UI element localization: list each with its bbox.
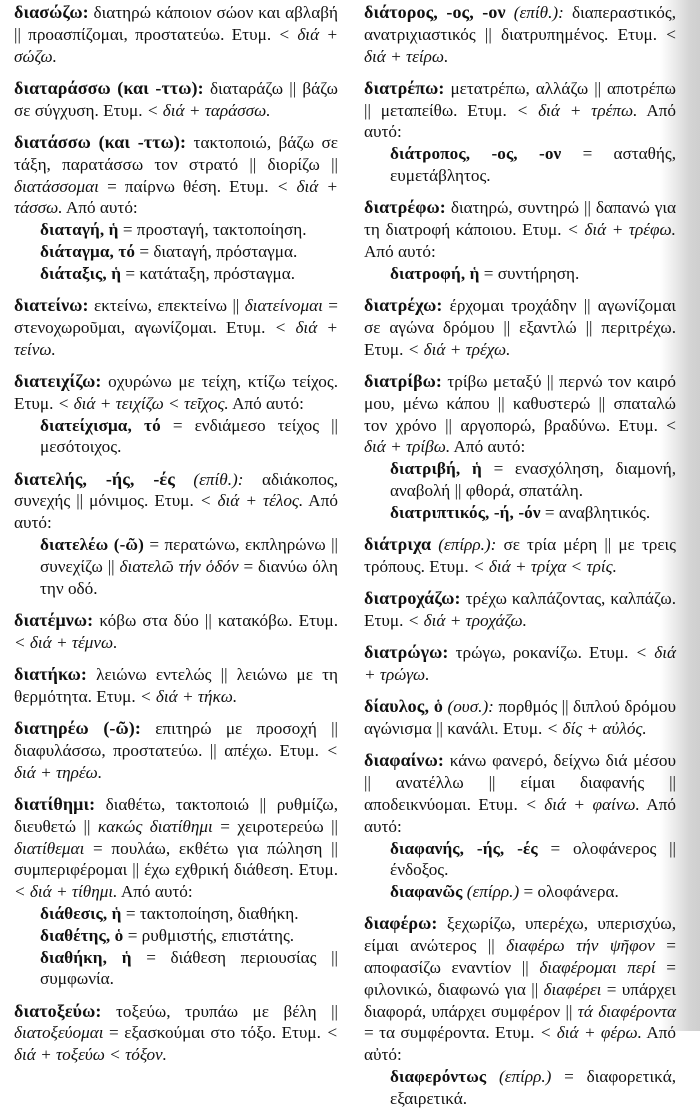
entry-definition: [364, 750, 676, 837]
derived-headword: διάταξις, ἡ: [40, 263, 122, 283]
definition-text: = υπάρχει διαφορά, υπάρχει συμφέρον ||: [364, 979, 677, 1021]
italic-text: διατοξεύομαι: [14, 1023, 104, 1043]
definition-text: Από αυτό:: [364, 100, 677, 142]
entry-definition: [14, 610, 338, 654]
definition-text: = αποφασίζω εναντίον ||: [364, 936, 676, 978]
definition-text: = διανύω όλη την οδό.: [40, 556, 339, 598]
entry-definition: [364, 371, 676, 458]
dictionary-entry: [364, 78, 676, 187]
headword: διατηρέω (-ῶ):: [14, 718, 141, 739]
definition-text: αδιάκοπος, συνεχής || μόνιμος. Ετυμ.: [14, 469, 338, 511]
headword: διαταράσσω (και -ττω):: [14, 77, 204, 98]
italic-text: < διά + τειχίζω < τεῖχος.: [57, 393, 229, 413]
dictionary-entry: [364, 696, 676, 740]
italic-text: (επίρρ.): [486, 1067, 552, 1087]
dictionary-entry: [14, 2, 338, 67]
headword: διατροχάζω:: [364, 588, 461, 609]
headword: διατρώγω:: [364, 642, 449, 663]
entry-definition: [364, 295, 676, 360]
headword: διαφαίνω:: [364, 750, 444, 771]
definition-text: ξεχωρίζω, υπερέχω, υπερισχύω, είμαι ανώτερος ||: [364, 914, 676, 956]
derived-headword: διαθέτης, ὁ: [40, 925, 124, 945]
dictionary-entry: [14, 718, 338, 783]
dictionary-entry: [14, 794, 338, 990]
definition-text: μετατρέπω, αλλάζω || αποτρέπω || μεταπείθω. Ετυμ.: [364, 78, 676, 120]
definition-text: οχυρώνω με τείχη, κτίζω τείχος. Ετυμ.: [14, 371, 338, 413]
derived-entry: [40, 903, 338, 925]
derived-headword: διαταγή, ἡ: [40, 220, 119, 240]
italic-text: < διά + τρέφω.: [567, 220, 676, 240]
derived-entry: [40, 241, 338, 263]
definition-text: διαπεραστικός, ανατριχιαστικός || διατρυπημένος. Ετυμ. <: [364, 3, 677, 44]
dictionary-entry: [14, 295, 338, 360]
definition-text: = πουλάω, εκθέτω για πώληση || συμπεριφέρομαι || έχω εχθρική διάθεση. Ετυμ.: [14, 838, 338, 880]
derived-headword: διατελέω (-ῶ): [40, 535, 144, 555]
entry-definition: [14, 718, 338, 783]
definition-text: = ρυθμιστής, επιστάτης.: [123, 925, 295, 945]
definition-text: = περατώνω, εκπληρώνω || συνεχίζω ||: [40, 535, 338, 576]
italic-text: (επίρρ.): [462, 882, 520, 902]
italic-text: τά διαφέροντα: [577, 1001, 676, 1021]
derived-headword: διάτροπος, -ος, -ον: [390, 144, 562, 164]
italic-text: < διά + φέρω.: [539, 1023, 642, 1043]
definition-text: = αναβλητικός.: [540, 502, 651, 522]
headword: διατελής, -ής, -ές: [14, 468, 175, 489]
definition-text: Από αυτό:: [364, 795, 676, 836]
definition-text: = εξασκούμαι στο τόξο. Ετυμ.: [103, 1023, 327, 1043]
definition-text: = κατάταξη, πρόσταγμα.: [121, 263, 296, 283]
dictionary-entry: [364, 197, 676, 284]
italic-text: διατελῶ τήν ὁδόν: [119, 556, 239, 576]
definition-text: σε τρία μέρη || με τρεις τρόπους. Ετυμ.: [364, 535, 676, 576]
italic-text: < διά + τρίχα < τρίς.: [472, 556, 617, 576]
definition-text: επιτηρώ με προσοχή || διαφυλάσσω, προστατεύω. || απέχω. Ετυμ.: [14, 719, 338, 760]
definition-text: Από αυτό:: [14, 491, 338, 533]
italic-text: < διά + τήκω.: [139, 686, 238, 706]
italic-text: < διά + τείνω.: [14, 317, 339, 359]
italic-text: < διά + τροχάζω.: [407, 610, 527, 630]
definition-text: = διαταγή, πρόσταγμα.: [135, 241, 298, 261]
entry-definition: [364, 913, 676, 1066]
definition-text: = ενδιάμεσο τείχος || μεσότοιχος.: [40, 415, 338, 457]
definition-text: πορθμός || διπλού δρόμου αγώνισμα || κανάλι. Ετυμ.: [364, 697, 676, 739]
headword: διατέμνω:: [14, 609, 94, 630]
italic-text: < δίς + αὐλός.: [546, 719, 647, 739]
dictionary-entry: [364, 295, 676, 360]
italic-text: διατίθεμαι: [14, 838, 85, 858]
derived-headword: διαθήκη, ἡ: [40, 947, 132, 967]
definition-text: διαθέτω, τακτοποιώ || ρυθμίζω, διευθετώ ||: [14, 795, 338, 836]
entry-definition: [14, 78, 338, 122]
entry-definition: [14, 371, 338, 415]
headword: διατοξεύω:: [14, 1000, 102, 1021]
entry-definition: [364, 696, 676, 740]
entry-definition: [14, 2, 338, 67]
dictionary-entry: [364, 371, 676, 524]
entry-definition: [14, 469, 338, 534]
headword: διασώζω:: [14, 2, 89, 22]
italic-text: διαφέρω τήν ψῆφον: [506, 936, 655, 956]
dictionary-entry: [364, 750, 676, 903]
headword: διατρέχω:: [364, 295, 443, 316]
headword: διατειχίζω:: [14, 370, 102, 391]
italic-text: διά + τρίβω.: [364, 437, 451, 457]
right-column: [364, 2, 676, 1120]
dictionary-entry: [14, 78, 338, 122]
derived-entry: [40, 415, 338, 459]
dictionary-entry: [14, 469, 338, 600]
derived-entry: [40, 534, 338, 599]
definition-text: τρέχω καλπάζοντας, καλπάζω. Ετυμ.: [364, 589, 676, 630]
italic-text: (ουσ.):: [442, 697, 494, 717]
dictionary-entry: [14, 610, 338, 654]
entry-definition: [364, 78, 676, 143]
definition-text: = διάθεση περιουσίας || συμφωνία.: [40, 947, 338, 989]
definition-text: τρώγω, ροκανίζω. Ετυμ.: [448, 643, 636, 663]
entry-definition: [364, 197, 676, 262]
definition-text: = ασταθής, ευμετάβλητος.: [390, 144, 676, 186]
headword: διατρέπω:: [364, 77, 445, 98]
definition-text: = τακτοποίηση, διαθήκη.: [121, 903, 299, 923]
derived-entry: [40, 947, 338, 991]
definition-text: Από αυτό:: [117, 882, 193, 902]
definition-text: = παίρνω θέση. Ετυμ.: [98, 176, 277, 196]
definition-text: = φιλονικώ, διαφωνώ για ||: [364, 958, 676, 999]
definition-text: Από αυτό:: [228, 393, 304, 413]
dictionary-entry: [14, 371, 338, 458]
derived-headword: διατροφή, ἡ: [390, 263, 480, 283]
derived-headword: διαφανής, -ής, -ές: [390, 838, 538, 858]
headword: διατήκω:: [14, 664, 87, 685]
derived-entry: [40, 219, 338, 241]
headword: διατρέφω:: [364, 197, 446, 218]
italic-text: < διά + τρέπω.: [516, 100, 638, 120]
headword: διατάσσω (και -ττω):: [14, 131, 187, 152]
definition-text: = στενοχωροῦμαι, αγωνίζομαι. Ετυμ.: [14, 296, 338, 337]
italic-text: < διά + τοξεύω < τόξον.: [14, 1023, 338, 1065]
italic-text: < διά + τέλος.: [199, 491, 304, 511]
headword: διάτριχα: [364, 534, 432, 555]
dictionary-entry: [14, 132, 338, 285]
italic-text: < διά + τέμνω.: [14, 632, 118, 652]
definition-text: κόβω στα δύο || κατακόβω. Ετυμ.: [93, 610, 338, 630]
derived-headword: διαφανῶς: [390, 882, 463, 902]
headword: διαφέρω:: [364, 913, 438, 934]
derived-entry: [40, 263, 338, 285]
headword: δίαυλος, ὁ: [364, 696, 443, 717]
definition-text: διαταράζω || βάζω σε σύγχυση. Ετυμ.: [14, 78, 338, 120]
italic-text: < διά + τρέχω.: [407, 339, 511, 359]
derived-entry: [390, 502, 676, 524]
definition-text: λειώνω εντελώς || λειώνω με τη θερμότητα. Ετυμ.: [14, 665, 338, 706]
left-column: [14, 2, 338, 1077]
entry-definition: [14, 295, 338, 360]
italic-text: διατάσσομαι: [14, 176, 99, 196]
headword: διατρίβω:: [364, 370, 443, 391]
italic-text: διατείνομαι: [244, 296, 323, 316]
derived-entry: [40, 925, 338, 947]
derived-entry: [390, 458, 676, 502]
dictionary-entry: [364, 2, 676, 67]
definition-text: κάνω φανερό, δείχνω διά μέσου || ανατέλλω || είμαι διαφανής || αποδεικνύομαι. Ετυμ.: [364, 751, 676, 814]
definition-text: εκτείνω, επεκτείνω ||: [88, 296, 245, 316]
definition-text: = ολοφάνερα.: [519, 882, 619, 902]
dictionary-entry: [14, 664, 338, 708]
definition-text: Από αὐτό:: [364, 1023, 676, 1065]
headword: διατίθημι:: [14, 794, 96, 814]
derived-headword: διατριπτικός, -ή, -όν: [390, 502, 541, 522]
italic-text: διαφέρει: [543, 979, 602, 999]
derived-headword: διάταγμα, τό: [40, 241, 136, 261]
definition-text: = ολοφάνερος || ένδοξος.: [390, 838, 676, 880]
italic-text: < διά + φαίνω.: [525, 795, 640, 814]
dictionary-entry: [364, 913, 676, 1109]
definition-text: = ενασχόληση, διαμονή, αναβολή || φθορά, σπατάλη.: [390, 459, 676, 500]
italic-text: < διά + τρώγω.: [364, 643, 676, 685]
definition-text: = συντήρηση.: [479, 263, 580, 283]
italic-text: (επίρρ.):: [431, 535, 497, 555]
entry-definition: [14, 664, 338, 708]
dictionary-entry: [364, 642, 676, 686]
dictionary-entry: [364, 534, 676, 578]
italic-text: (επίθ.):: [174, 469, 244, 489]
derived-headword: διαφερόντως: [390, 1067, 487, 1087]
entry-definition: [14, 794, 338, 903]
definition-text: Από αυτό:: [364, 241, 436, 261]
italic-text: διαφέρομαι περί: [539, 958, 656, 978]
italic-text: < διά + τηρέω.: [14, 740, 338, 782]
entry-definition: [14, 132, 338, 219]
derived-headword: διατριβή, ἡ: [390, 459, 482, 479]
derived-headword: διάθεσις, ἡ: [40, 903, 122, 923]
definition-text: τοξεύω, τρυπάω με βέλη ||: [101, 1001, 338, 1021]
entry-definition: [364, 642, 676, 686]
italic-text: κακώς διατίθημι: [97, 816, 213, 836]
headword: διατείνω:: [14, 295, 89, 316]
derived-entry: [390, 881, 676, 903]
definition-text: = διαφορετικά, εξαιρετικά.: [390, 1067, 676, 1108]
italic-text: < διά + ταράσσω.: [146, 100, 271, 120]
entry-definition: [364, 534, 676, 578]
definition-text: Από αυτό:: [450, 437, 526, 457]
definition-text: = προσταγή, τακτοποίηση.: [118, 220, 307, 240]
derived-headword: διατείχισμα, τό: [40, 415, 161, 435]
italic-text: < διά + τάσσω.: [14, 176, 338, 218]
definition-text: = τα συμφέροντα. Ετυμ.: [364, 1023, 540, 1043]
derived-entry: [390, 1066, 676, 1110]
definition-text: τρίβω μεταξύ || περνώ τον καιρό μου, μένω κάπου || καθυστερώ || σπαταλώ τον χρόνο || αργοπορώ, βραδύνω. Ετυμ. <: [364, 371, 676, 435]
derived-entry: [390, 838, 676, 882]
definition-text: τακτοποιώ, βάζω σε τάξη, παρατάσσω τον στρατό || διορίζω ||: [14, 132, 338, 174]
definition-text: διατηρώ κάποιον σώον και αβλαβή || προασπίζομαι, προστατεύω. Ετυμ.: [14, 3, 338, 44]
italic-text: (επίθ.):: [505, 3, 564, 22]
entry-definition: [364, 588, 676, 632]
italic-text: διά + τείρω.: [364, 46, 449, 66]
italic-text: < διά + σώζω.: [14, 24, 339, 66]
definition-text: = χειροτερεύω ||: [212, 816, 338, 836]
entry-definition: [364, 2, 676, 67]
definition-text: διατηρώ, συντηρώ || δαπανώ για τη διατροφή κάποιου. Ετυμ.: [364, 198, 676, 240]
entry-definition: [14, 1001, 338, 1066]
italic-text: < διά + τίθημι.: [14, 882, 118, 902]
dictionary-entry: [14, 1001, 338, 1066]
derived-entry: [390, 263, 676, 285]
definition-text: Από αυτό:: [62, 198, 138, 218]
derived-entry: [390, 143, 676, 187]
dictionary-entry: [364, 588, 676, 632]
definition-text: έρχομαι τροχάδην || αγωνίζομαι σε αγώνα δρόμου || εξαντλώ || περιτρέχω. Ετυμ.: [364, 296, 676, 359]
headword: διάτορος, -ος, -ον: [364, 2, 506, 22]
